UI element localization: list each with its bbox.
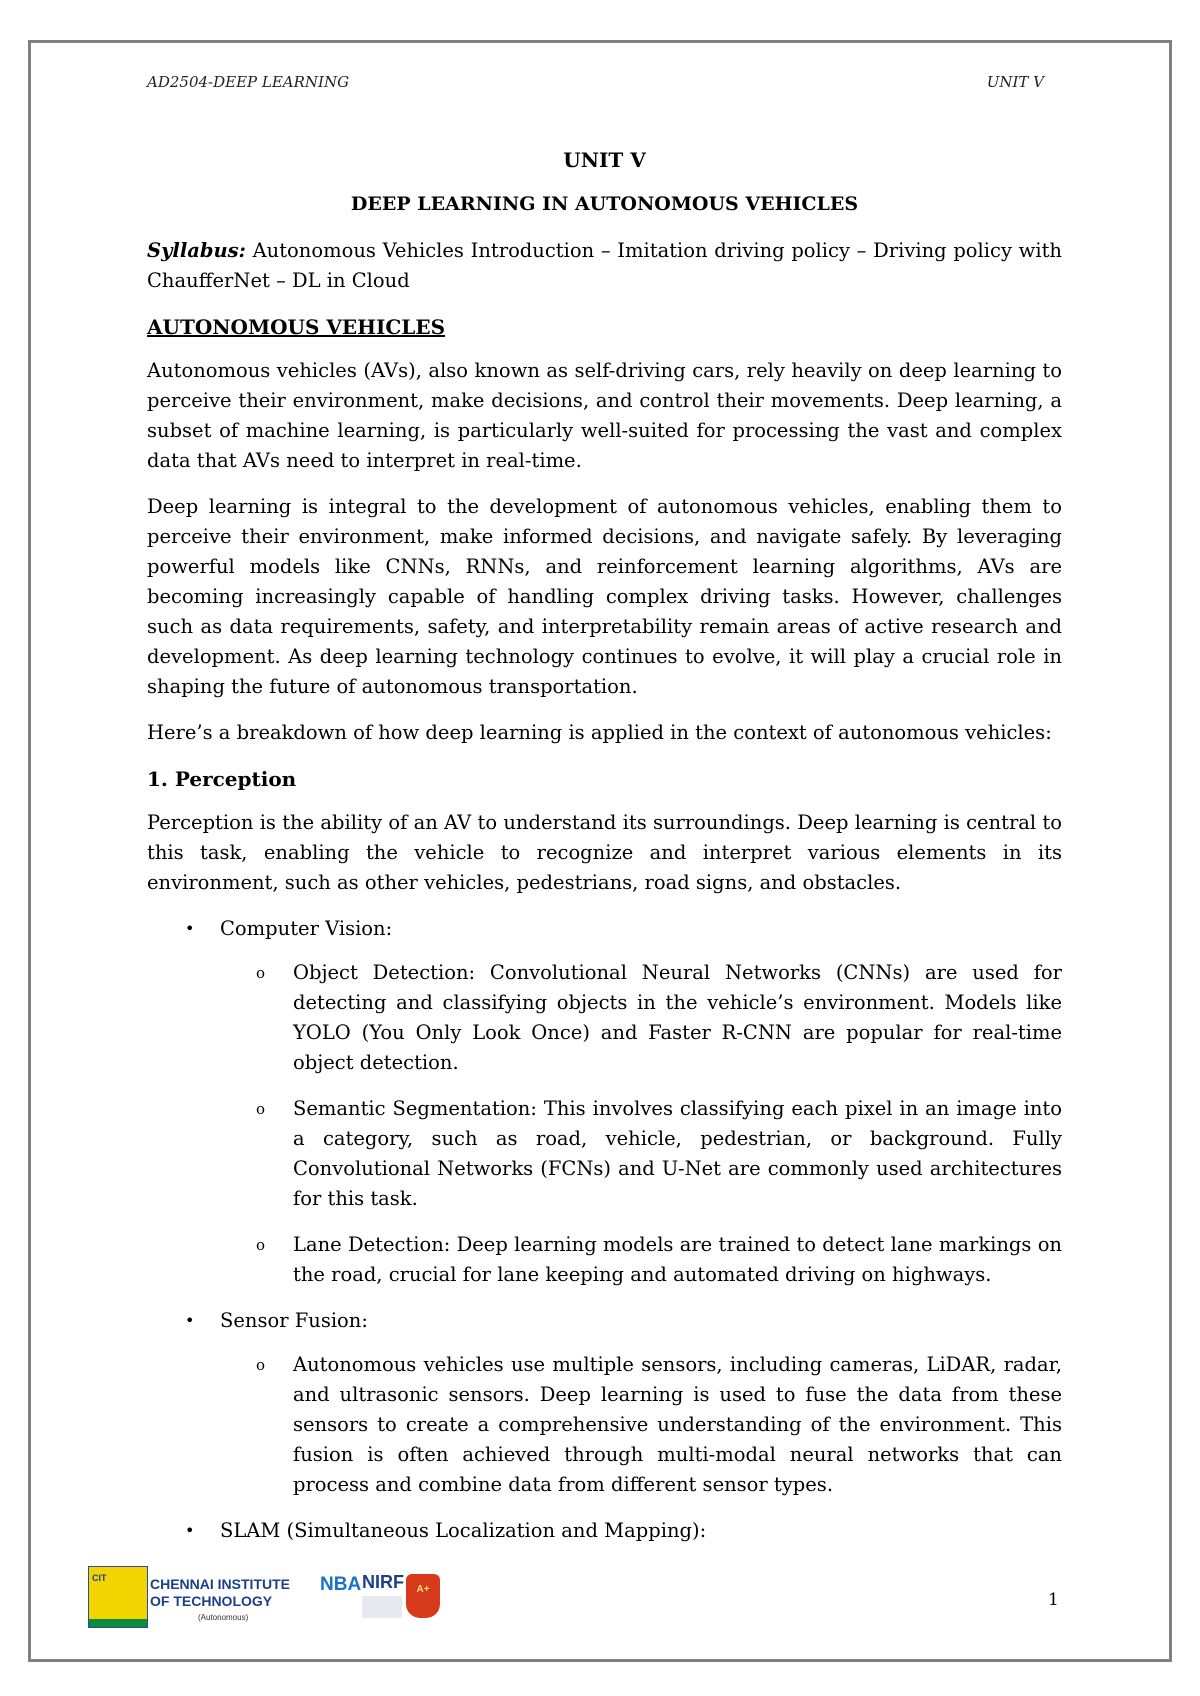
bullet-icon: • (185, 919, 195, 938)
nirf-rank-box (362, 1596, 402, 1618)
sub-list (220, 958, 1062, 1290)
page-number: 1 (1048, 1590, 1059, 1610)
list-item-label: SLAM (Simultaneous Localization and Mapping): (220, 1519, 707, 1542)
circle-bullet-icon: o (256, 1100, 266, 1118)
section-heading: AUTONOMOUS VEHICLES (147, 315, 446, 339)
institute-name: CHENNAI INSTITUTE OF TECHNOLOGY (150, 1576, 290, 1609)
list-item (147, 1516, 1062, 1546)
sub-list-item (220, 1094, 1062, 1214)
paragraph: Here’s a breakdown of how deep learning is applied in the context of autonomous vehicles: (147, 721, 1052, 744)
circle-bullet-icon: o (256, 1356, 266, 1374)
paragraph: Deep learning is integral to the development of autonomous vehicles, enabling them to perceive their environment, make informed decisions, and navigate safely. By leveraging powerful models like CNNs, RNNs, and reinforcement learning algorithms, AVs are becoming increasingly capable of handling complex driving tasks. However, challenges such as data requirements, safety, and interpretability remain areas of active research and development. As deep learning technology continues to evolve, it will play a crucial role in shaping the future of autonomous transportation. (147, 495, 1062, 698)
sub-list-item (220, 1350, 1062, 1500)
sub-list-item (220, 958, 1062, 1078)
sub-item-text: Semantic Segmentation: This involves classifying each pixel in an image into a category, such as road, vehicle, pedestrian, or background. Fully Convolutional Networks (FCNs) and U-Net are commonly used architectures for this task. (293, 1097, 1062, 1210)
circle-bullet-icon: o (256, 1236, 266, 1254)
header-unit: UNIT V (986, 73, 1044, 91)
sub-item-text: Lane Detection: Deep learning models are trained to detect lane markings on the road, crucial for lane keeping and automated driving on highways. (293, 1233, 1062, 1286)
bullet-list (147, 914, 1062, 1546)
bullet-icon: • (185, 1311, 195, 1330)
naac-grade: A+ (416, 1584, 430, 1595)
institute-subtitle: (Autonomous) (198, 1613, 249, 1622)
header-course: AD2504-DEEP LEARNING (147, 73, 350, 91)
sub-list (220, 1350, 1062, 1500)
subsection-heading: 1. Perception (147, 767, 297, 791)
list-item-label: Sensor Fusion: (220, 1309, 368, 1332)
list-item-label: Computer Vision: (220, 917, 393, 940)
sub-item-text: Object Detection: Convolutional Neural Networks (CNNs) are used for detecting and classifying objects in the vehicle’s environment. Models like YOLO (You Only Look Once) and Faster R-CNN are popular for real-time object detection. (293, 961, 1062, 1074)
syllabus (147, 236, 1062, 296)
bullet-icon: • (185, 1521, 195, 1540)
chapter-title: DEEP LEARNING IN AUTONOMOUS VEHICLES (350, 193, 859, 215)
naac-badge-icon (406, 1574, 440, 1618)
document-body (147, 236, 1062, 1560)
list-item (147, 1306, 1062, 1500)
syllabus-text: Autonomous Vehicles Introduction – Imitation driving policy – Driving policy with ChaufferNet – DL in Cloud (147, 239, 1062, 292)
sub-item-text: Autonomous vehicles use multiple sensors, including cameras, LiDAR, radar, and ultrasonic sensors. Deep learning is used to fuse the data from these sensors to create a comprehensive understanding of the environment. This fusion is often achieved through multi-modal neural networks that can process and combine data from different sensor types. (293, 1353, 1062, 1496)
sub-list-item (220, 1230, 1062, 1290)
unit-title: UNIT V (563, 148, 646, 172)
circle-bullet-icon: o (256, 964, 266, 982)
nba-badge-icon: NBA (320, 1574, 362, 1595)
paragraph: Autonomous vehicles (AVs), also known as self-driving cars, rely heavily on deep learning to perceive their environment, make decisions, and control their movements. Deep learning, a subset of machine learning, is particularly well-suited for processing the vast and complex data that AVs need to interpret in real-time. (147, 359, 1062, 472)
institute-logo-icon: CIT (88, 1566, 148, 1628)
paragraph: Perception is the ability of an AV to understand its surroundings. Deep learning is central to this task, enabling the vehicle to recognize and interpret various elements in its environment, such as other vehicles, pedestrians, road signs, and obstacles. (147, 811, 1062, 894)
syllabus-label: Syllabus: (147, 239, 246, 262)
nirf-badge-icon: NIRF (362, 1572, 404, 1592)
list-item (147, 914, 1062, 1290)
